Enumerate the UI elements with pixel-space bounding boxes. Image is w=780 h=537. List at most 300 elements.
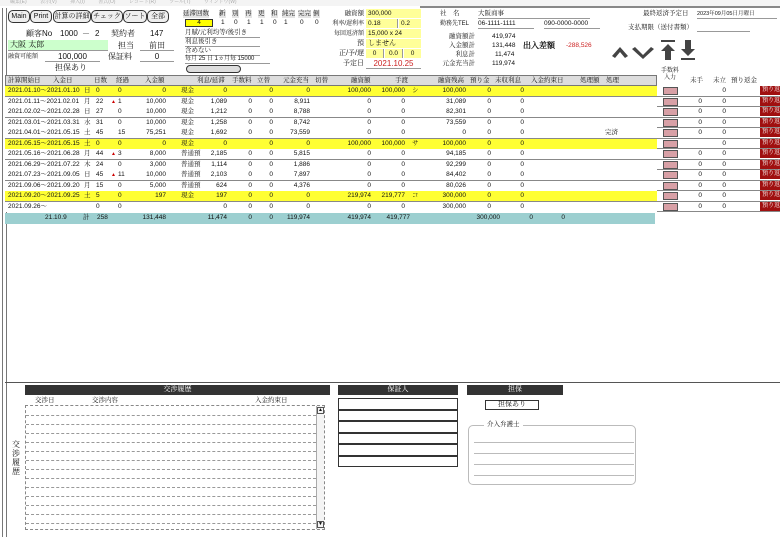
cell-handover: 0 <box>401 108 405 115</box>
cell-deposit: 0 <box>487 160 491 168</box>
deposit-label: 預 <box>357 40 364 47</box>
cell-days: 44 <box>96 150 104 157</box>
late-rate-field[interactable]: 0.2 <box>399 19 421 28</box>
cell-dow: 土 <box>84 192 91 199</box>
header-promise: 入金約束日 <box>531 77 564 84</box>
cell-principal: 73,559 <box>290 129 310 136</box>
cell-balance: 84,402 <box>446 171 466 178</box>
cell-method: 現金 <box>181 129 194 136</box>
final-date-value[interactable]: 2023年09月05日月曜日 <box>697 10 777 19</box>
cell-fee: 0 <box>248 202 252 210</box>
count-value: 0 <box>315 19 319 26</box>
cell-balance: 82,301 <box>446 108 466 115</box>
count-value: 1 <box>247 19 251 26</box>
warning-mark-icon: ▲ <box>111 172 116 178</box>
guarantor-field[interactable] <box>338 444 458 456</box>
cell-principal: 8,742 <box>293 118 310 126</box>
cell-dow: 日 <box>84 171 91 178</box>
refund-button[interactable]: 預り返 <box>761 108 780 114</box>
mobile-value[interactable]: 090-0000-0000 <box>544 20 600 29</box>
cell-unpaid: 0 <box>520 108 524 115</box>
cell-mite: 0 <box>698 192 702 199</box>
negotiation-entry[interactable] <box>26 460 316 461</box>
print-button[interactable]: Print <box>30 10 52 23</box>
cell-dow: 木 <box>84 160 91 168</box>
work-tel-label: 勤務先TEL <box>440 21 470 27</box>
negotiation-entry[interactable] <box>26 424 316 425</box>
payment-field[interactable] <box>366 29 421 38</box>
total-row <box>5 213 655 224</box>
company-name-label: 社 名 <box>440 10 460 17</box>
cell-mite: 0 <box>698 171 702 178</box>
chevron-up-icon[interactable] <box>612 47 628 58</box>
header-fee-input: 手数料入力 <box>660 68 679 81</box>
cell-balance: 31,089 <box>446 97 466 105</box>
total-fee: 0 <box>248 214 252 221</box>
header-balance: 融資残高 <box>438 77 464 84</box>
include-option[interactable]: 含めない <box>185 47 260 56</box>
cell-period: 2021.01.10～2021.01.10 <box>8 87 80 94</box>
table-row[interactable] <box>5 107 780 118</box>
cell-deposit: 0 <box>487 139 491 147</box>
lawyer-line[interactable] <box>474 453 634 454</box>
lawyer-line[interactable] <box>474 475 634 476</box>
cell-deposit: 0 <box>487 87 491 94</box>
negotiation-entry[interactable] <box>26 523 316 524</box>
guarantor-field[interactable] <box>338 456 458 468</box>
cell-advance: 0 <box>269 160 273 168</box>
chevron-down-icon[interactable] <box>632 47 654 59</box>
refund-button[interactable]: 預り返 <box>761 97 780 104</box>
cell-method: 現金 <box>181 108 194 115</box>
cell-interest: 1,114 <box>211 160 227 168</box>
status-label: 正/予/遅 <box>339 50 364 57</box>
header-handover: 手渡 <box>395 77 408 84</box>
table-row[interactable] <box>5 181 780 192</box>
cell-principal: 0 <box>306 139 310 147</box>
due-date-value[interactable]: 2021.10.25 <box>366 59 421 69</box>
negotiation-scrollbar[interactable] <box>316 406 324 529</box>
cell-elapsed: 11 <box>118 171 125 178</box>
table-row[interactable] <box>5 118 780 129</box>
cell-interest: 1,692 <box>210 129 227 136</box>
payment-times[interactable]: 24 <box>394 30 402 37</box>
cell-interest: 1,258 <box>210 118 227 126</box>
payment-schedule[interactable]: 毎月 25 日 1ヵ月毎 15000 <box>185 56 270 64</box>
cell-balance: 100,000 <box>442 87 466 94</box>
company-name-value[interactable]: 大阪商事 <box>478 10 590 19</box>
arrow-to-top-icon[interactable] <box>661 40 675 60</box>
header-advance: 立替 <box>257 77 270 84</box>
cell-mite: 0 <box>698 108 702 115</box>
principal-total-label: 元金充当計 <box>442 60 475 67</box>
cell-elapsed: 0 <box>118 108 122 115</box>
arrow-to-bottom-icon[interactable] <box>681 40 695 60</box>
cell-handover: 100,000 <box>381 87 405 94</box>
table-row[interactable] <box>5 128 780 139</box>
cell-interest: 0 <box>223 202 227 210</box>
cell-method: 普通預 <box>181 160 201 168</box>
cell-principal: 0 <box>306 202 310 210</box>
status-normal[interactable]: 0 <box>366 49 384 58</box>
cell-balance: 300,000 <box>442 192 466 199</box>
lawyer-group <box>468 421 636 485</box>
cell-amount: 8,000 <box>149 150 166 157</box>
cell-code: サ <box>412 139 419 147</box>
negotiation-entry[interactable] <box>26 469 316 470</box>
work-tel-value[interactable]: 06-1111-1111 <box>478 20 534 29</box>
guarantee-fee-value[interactable]: 0 <box>140 52 174 62</box>
negotiation-entry[interactable] <box>26 505 316 506</box>
count-value: 1 <box>221 19 225 26</box>
main-button[interactable]: Main <box>8 10 30 23</box>
cell-advance: 0 <box>269 202 273 210</box>
cell-period: 2021.01.11～2021.02.01 <box>8 97 80 105</box>
cell-mitate: 0 <box>722 139 726 147</box>
cell-amount: 75,251 <box>146 129 166 136</box>
paid-total-value: 131,448 <box>492 42 516 49</box>
table-row[interactable] <box>5 149 780 160</box>
cell-deposit: 0 <box>487 118 491 126</box>
col-promise-date: 入金約束日 <box>255 397 288 404</box>
cell-principal: 0 <box>306 192 310 199</box>
cell-loan: 0 <box>367 171 371 178</box>
guarantor-field[interactable] <box>338 421 458 433</box>
scroll-up-icon[interactable]: ▲ <box>318 407 323 413</box>
cell-mitate: 0 <box>722 87 726 94</box>
cell-elapsed: 0 <box>118 118 122 126</box>
cell-balance: 100,000 <box>442 139 466 147</box>
cell-mite: 0 <box>698 150 702 157</box>
header-days: 日数 <box>94 77 107 84</box>
divider <box>420 6 780 8</box>
customer-no[interactable]: 1000 <box>60 29 78 38</box>
loan-total-value: 419,974 <box>492 33 516 40</box>
cell-advance: 0 <box>269 192 273 199</box>
header-amount: 入金額 <box>145 77 165 84</box>
cell-fee: 0 <box>248 118 252 126</box>
header-mitate: 未立 <box>713 77 726 84</box>
count-header: 完完 <box>298 10 311 17</box>
loan-amount-field[interactable]: 300,000 <box>366 9 421 18</box>
cell-loan: 0 <box>367 150 371 157</box>
principal-total-value: 119,974 <box>492 60 516 67</box>
cell-unpaid: 0 <box>520 192 524 199</box>
total-balance: 300,000 <box>476 214 500 221</box>
cell-loan: 0 <box>367 181 371 189</box>
table-row[interactable] <box>5 202 780 213</box>
header-deposit: 預り金 <box>470 77 490 84</box>
refund-button[interactable]: 預り返 <box>761 181 780 188</box>
negotiation-entry[interactable] <box>26 478 316 479</box>
warning-mark-icon: ▲ <box>111 151 116 157</box>
cell-method: 普通預 <box>181 150 201 157</box>
cell-advance: 0 <box>269 87 273 94</box>
total-deposit: 0 <box>529 214 533 221</box>
table-row[interactable] <box>5 97 780 108</box>
fee-input-button[interactable] <box>663 140 678 148</box>
cell-balance: 92,299 <box>446 160 466 168</box>
cell-method: 現金 <box>181 192 194 199</box>
lawyer-line[interactable] <box>474 464 634 465</box>
count-header: 新 <box>219 10 226 17</box>
scroll-down-icon[interactable]: ▼ <box>318 521 323 527</box>
cell-fee: 0 <box>248 160 252 168</box>
cell-elapsed: 0 <box>118 181 122 189</box>
rate-field[interactable]: 0.18 <box>366 19 398 28</box>
lawyer-line[interactable] <box>474 442 634 443</box>
cell-loan: 0 <box>367 97 371 105</box>
refund-button[interactable]: 預り返 <box>761 192 780 198</box>
cell-period: 2021.03.01～2021.03.31 <box>8 118 80 126</box>
cell-mitate: 0 <box>722 181 726 189</box>
cell-period: 2021.02.02～2021.02.28 <box>8 108 80 115</box>
guarantor-field[interactable] <box>338 433 458 445</box>
cell-handover: 0 <box>401 171 405 178</box>
cell-unpaid: 0 <box>520 171 524 178</box>
guarantor-field[interactable] <box>338 398 458 410</box>
header-unpaid: 未収利息 <box>495 77 521 84</box>
cell-interest: 1,089 <box>210 97 227 105</box>
cell-dow: 日 <box>84 108 91 115</box>
cell-deposit: 0 <box>487 181 491 189</box>
col-negotiation-content: 交渉内容 <box>92 397 118 404</box>
cell-days: 24 <box>96 160 104 168</box>
negotiation-entry[interactable] <box>26 451 316 452</box>
status-schedule[interactable]: 0.0 <box>385 49 403 58</box>
cell-balance: 80,026 <box>446 181 466 189</box>
cell-method: 現金 <box>181 118 194 126</box>
cell-loan: 100,000 <box>347 139 371 147</box>
cell-period: 2021.09.06～2021.09.20 <box>8 181 80 189</box>
cell-days: 5 <box>96 192 100 199</box>
cell-deposit: 0 <box>487 108 491 115</box>
cell-interest: 0 <box>223 139 227 147</box>
table-row[interactable] <box>5 191 780 202</box>
cell-principal: 7,897 <box>293 171 310 178</box>
guarantor-header: 保証人 <box>338 385 458 395</box>
cell-amount: 10,000 <box>146 97 166 105</box>
staff-label: 担当 <box>118 41 134 50</box>
cell-mitate: 0 <box>722 97 726 105</box>
cell-amount: 10,000 <box>146 118 166 126</box>
loan-limit-value[interactable]: 100,000 <box>45 52 100 62</box>
refund-button[interactable]: 預り返 <box>761 171 780 177</box>
lawyer-label: 介入弁護士 <box>484 421 523 429</box>
header-interest: 利息/延滞 <box>197 77 225 84</box>
cell-principal: 0 <box>306 87 310 94</box>
late-count[interactable]: 4 <box>185 19 213 27</box>
refund-button[interactable]: 預り返 <box>761 87 780 93</box>
nav-arrows <box>610 38 700 62</box>
cell-deposit: 0 <box>487 129 491 136</box>
cell-advance: 0 <box>269 171 273 178</box>
cell-balance: 73,559 <box>446 118 466 126</box>
header-mite: 未手 <box>690 77 703 84</box>
cell-loan: 0 <box>367 202 371 210</box>
cell-code: シ <box>412 87 419 94</box>
customer-name-field[interactable]: 大阪 太郎 <box>8 40 108 51</box>
cell-period: 2021.05.15～2021.05.15 <box>8 139 80 147</box>
cell-proc: 完済 <box>605 129 618 136</box>
cell-dow: 日 <box>84 87 91 94</box>
collateral-button[interactable]: 担保あり <box>485 400 539 410</box>
guarantor-field[interactable] <box>338 410 458 422</box>
pill-button[interactable] <box>186 65 241 73</box>
negotiation-entry[interactable] <box>26 496 316 497</box>
negotiation-entry[interactable] <box>26 487 316 488</box>
count-header: 更 <box>258 10 265 17</box>
customer-no-separator: － <box>82 29 90 38</box>
cell-advance: 0 <box>269 108 273 115</box>
refund-button[interactable]: 預り返 <box>761 150 780 156</box>
cell-elapsed: 15 <box>118 129 126 136</box>
cell-unpaid: 0 <box>520 97 524 105</box>
cell-days: 45 <box>96 171 104 178</box>
fee-input-button[interactable] <box>663 87 678 95</box>
total-days: 258 <box>97 214 108 221</box>
cell-fee: 0 <box>248 97 252 105</box>
count-value: 0 <box>273 19 277 26</box>
cell-elapsed: 0 <box>118 139 122 147</box>
header-loan: 融資額 <box>351 77 371 84</box>
cell-elapsed: 1 <box>118 97 122 105</box>
table-row[interactable] <box>5 86 780 97</box>
cell-elapsed: 0 <box>118 160 122 168</box>
cell-advance: 0 <box>269 97 273 105</box>
cell-fee: 0 <box>248 192 252 199</box>
cell-mite: 0 <box>698 160 702 168</box>
negotiation-list[interactable] <box>25 405 325 530</box>
cell-amount: 0 <box>162 87 166 94</box>
refund-button[interactable]: 預り返 <box>761 160 780 167</box>
cell-interest: 1,212 <box>210 108 227 115</box>
cell-days: 0 <box>96 139 100 147</box>
header-proc: 処理 <box>606 77 619 84</box>
section-divider <box>5 382 780 383</box>
staff-value[interactable]: 前田 <box>140 41 174 51</box>
warning-mark-icon: ▲ <box>111 98 116 105</box>
cell-days: 22 <box>96 97 104 105</box>
cell-period: 2021.06.29～2021.07.22 <box>8 160 80 168</box>
cell-method: 現金 <box>181 97 194 105</box>
calc-detail-button[interactable]: 計算の詳細 <box>53 10 91 23</box>
cell-advance: 0 <box>269 150 273 157</box>
payment-amount[interactable]: 15,000 <box>368 30 388 37</box>
cell-unpaid: 0 <box>520 139 524 147</box>
cell-deposit: 0 <box>487 171 491 178</box>
cell-period: 2021.09.20～2021.09.25 <box>8 192 80 199</box>
negotiation-entry[interactable] <box>26 442 316 443</box>
header-elapsed: 経過 <box>116 77 129 84</box>
cell-principal: 5,815 <box>293 150 310 157</box>
cell-handover: 0 <box>401 118 405 126</box>
negotiation-header: 交渉履歴 <box>25 385 330 395</box>
table-row[interactable] <box>5 139 780 150</box>
cell-principal: 4,376 <box>293 181 310 189</box>
status-late[interactable]: 0 <box>404 49 421 58</box>
header-proc-amount: 処理額 <box>580 77 600 84</box>
customer-no-label: 顧客No <box>26 29 53 38</box>
cell-days: 27 <box>96 108 104 115</box>
cell-unpaid: 0 <box>520 118 524 126</box>
cell-interest: 624 <box>216 181 227 189</box>
cell-mite: 0 <box>698 97 702 105</box>
cell-principal: 8,911 <box>294 97 310 105</box>
cell-deposit: 0 <box>487 97 491 105</box>
cell-handover: 0 <box>401 181 405 189</box>
count-value: 0 <box>300 19 304 26</box>
cell-handover: 0 <box>401 150 405 157</box>
loan-amount-label: 融資額 <box>344 10 364 17</box>
total-amount: 131,448 <box>142 214 166 221</box>
header-start: 計算開始日 <box>8 77 41 84</box>
check-button[interactable]: チェック <box>91 10 123 23</box>
customer-branch[interactable]: 2 <box>95 29 100 38</box>
cell-dow: 水 <box>84 118 91 126</box>
deposit-field[interactable]: しません <box>366 39 421 48</box>
cell-elapsed: 3 <box>118 150 122 157</box>
cell-mite: 0 <box>698 202 702 210</box>
cell-principal: 1,886 <box>293 160 310 168</box>
cell-loan: 0 <box>367 118 371 126</box>
total-label: 計 <box>83 214 90 221</box>
sort-button[interactable]: ソート <box>123 10 147 23</box>
refund-button[interactable]: 預り返 <box>761 129 780 135</box>
cell-loan: 0 <box>367 160 371 168</box>
refund-button[interactable]: 預り返 <box>761 118 780 125</box>
cell-handover: 0 <box>401 129 405 136</box>
cell-interest: 0 <box>223 87 227 94</box>
negotiation-entry[interactable] <box>26 514 316 515</box>
all-button[interactable]: 全部 <box>147 10 169 23</box>
refund-button[interactable]: 預り返 <box>761 139 780 146</box>
refund-button[interactable]: 預り返 <box>761 202 780 209</box>
cell-handover: 0 <box>401 160 405 168</box>
loan-limit-label: 融資可能額 <box>8 54 39 60</box>
cell-fee: 0 <box>248 108 252 115</box>
menu-bar[interactable]: 編集(E) 表示(V) 挿入(I) 書式(O) レコード(R) ツール(T) ウィンドウ(W) <box>0 0 780 6</box>
cell-amount: 0 <box>162 139 166 147</box>
table-row[interactable] <box>5 160 780 171</box>
negotiation-side-label: 交渉履歴 <box>12 440 20 476</box>
negotiation-entry[interactable] <box>26 415 316 416</box>
cell-unpaid: 0 <box>520 202 524 210</box>
contract-value[interactable]: 147 <box>150 29 164 38</box>
cell-mitate: 0 <box>722 108 726 115</box>
cell-period: 2021.04.01～2021.05.15 <box>8 129 80 136</box>
header-switch: 切替 <box>315 77 328 84</box>
guarantee-fee-label: 保証料 <box>108 52 132 61</box>
cell-method: 現金 <box>181 139 194 147</box>
deadline-value[interactable] <box>697 24 750 32</box>
cell-mitate: 0 <box>722 129 726 136</box>
interest-method[interactable]: 利息後引き <box>185 38 260 47</box>
cell-unpaid: 0 <box>520 150 524 157</box>
count-value: 0 <box>234 19 238 26</box>
cell-code: コ <box>412 192 419 199</box>
cell-mite: 0 <box>698 118 702 126</box>
table-row[interactable] <box>5 170 780 181</box>
cell-period: 2021.09.26～ <box>8 202 48 210</box>
repayment-method[interactable]: 月賦/元利均等/後引き <box>185 29 260 38</box>
cell-method: 現金 <box>181 87 194 94</box>
cell-dow: 月 <box>84 150 91 157</box>
negotiation-entry[interactable] <box>26 433 316 434</box>
total-date: 21.10.9 <box>45 214 67 221</box>
cell-loan: 0 <box>367 129 371 136</box>
cell-balance: 0 <box>462 129 466 136</box>
